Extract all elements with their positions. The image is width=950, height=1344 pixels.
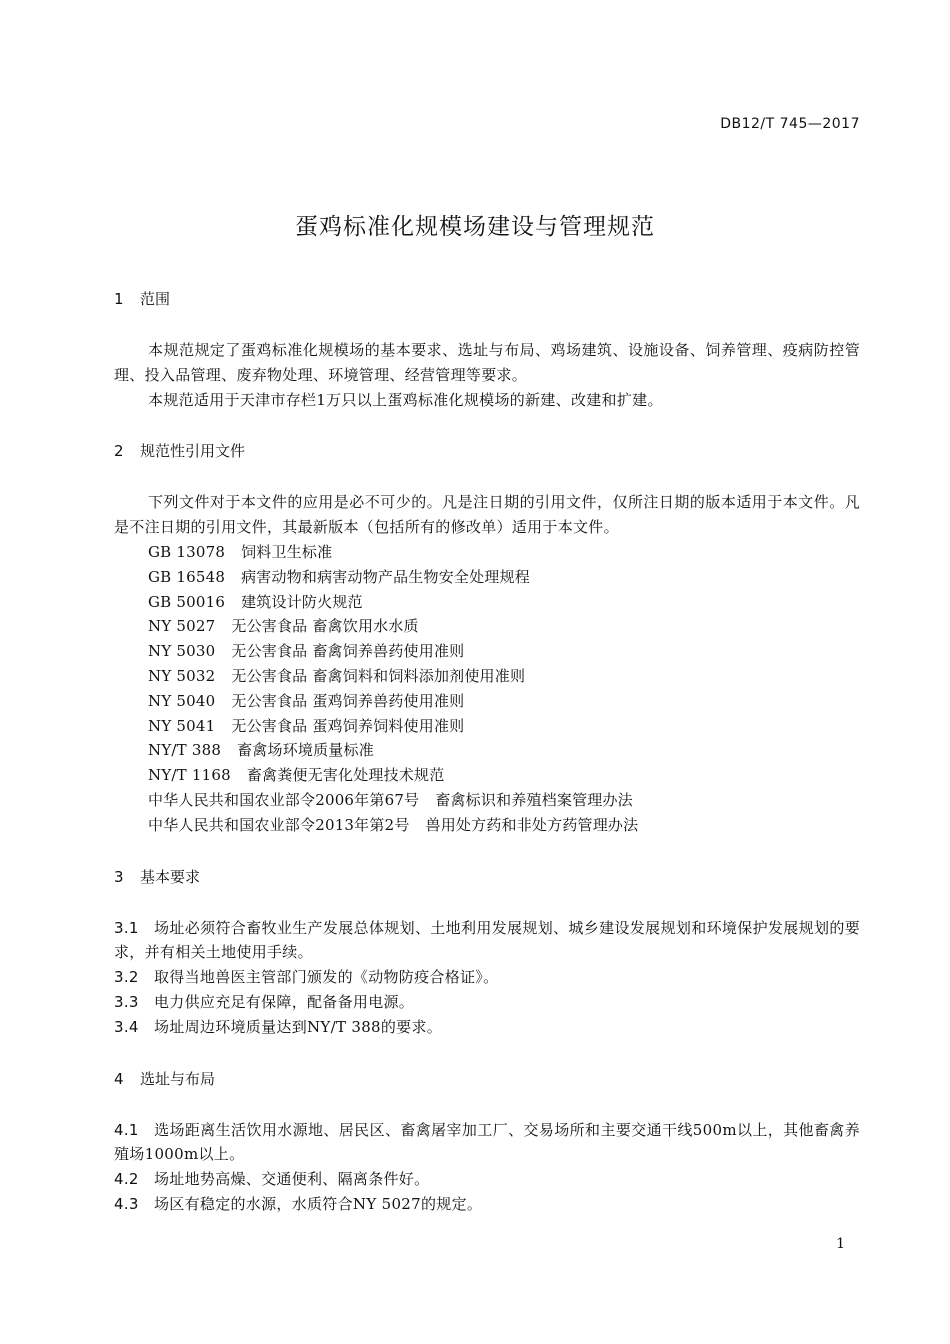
clause [114, 916, 860, 966]
reference-code: 中华人民共和国农业部令2013年第2号 [148, 815, 410, 834]
clause-text: 场址必须符合畜牧业生产发展总体规划、土地利用发展规划、城乡建设发展规划和环境保护发展规划的要求，并有相关土地使用手续。 [114, 918, 860, 962]
reference-title: 畜禽粪便无害化处理技术规范 [246, 766, 445, 785]
reference-code: NY 5027 [148, 617, 216, 636]
reference-code: NY 5040 [148, 691, 216, 710]
clause [114, 1192, 860, 1217]
clause-text: 场址周边环境质量达到NY/T 388的要求。 [154, 1017, 443, 1036]
reference-item [114, 590, 860, 615]
section-basic-requirements [114, 865, 860, 1040]
section-site-selection [114, 1067, 860, 1217]
reference-title: 饲料卫生标准 [241, 542, 333, 561]
reference-title: 病害动物和病害动物产品生物安全处理规程 [241, 567, 530, 586]
reference-title: 兽用处方药和非处方药管理办法 [425, 815, 639, 834]
section-heading [114, 439, 860, 463]
reference-item [114, 763, 860, 788]
clause-number: 4.2 [114, 1170, 139, 1189]
clause-text: 取得当地兽医主管部门颁发的《动物防疫合格证》。 [154, 968, 499, 987]
reference-title: 无公害食品 蛋鸡饲养兽药使用准则 [231, 691, 465, 710]
reference-item [114, 565, 860, 590]
clause-number: 3.4 [114, 1017, 139, 1036]
clause-number: 4.1 [114, 1120, 139, 1139]
reference-title: 畜禽场环境质量标准 [237, 741, 374, 760]
page-number: 1 [836, 1236, 845, 1252]
section-number: 2 [114, 442, 124, 461]
section-number: 3 [114, 867, 124, 886]
clause [114, 1167, 860, 1192]
reference-code: NY 5041 [148, 716, 216, 735]
section-scope [114, 287, 860, 412]
reference-code: NY 5032 [148, 666, 216, 685]
reference-item [114, 689, 860, 714]
reference-code: GB 16548 [148, 567, 226, 586]
reference-item [114, 540, 860, 565]
reference-code: GB 13078 [148, 542, 226, 561]
reference-title: 无公害食品 蛋鸡饲养饲料使用准则 [231, 716, 465, 735]
standard-number: DB12/T 745—2017 [720, 116, 860, 132]
reference-item [114, 738, 860, 763]
reference-title: 无公害食品 畜禽饲养兽药使用准则 [231, 642, 465, 661]
reference-item [114, 813, 860, 838]
reference-item [114, 788, 860, 813]
reference-title: 无公害食品 畜禽饮用水水质 [231, 617, 419, 636]
section-title: 范围 [140, 290, 171, 308]
clause-number: 4.3 [114, 1194, 139, 1213]
section-number: 4 [114, 1069, 124, 1088]
reference-item [114, 714, 860, 739]
section-heading [114, 1067, 860, 1091]
clause-text: 场区有稳定的水源，水质符合NY 5027的规定。 [154, 1194, 483, 1213]
section-title: 规范性引用文件 [140, 442, 246, 461]
section-heading [114, 287, 860, 311]
clause [114, 990, 860, 1015]
reference-code: NY 5030 [148, 642, 216, 661]
clause [114, 965, 860, 990]
paragraph: 下列文件对于本文件的应用是必不可少的。凡是注日期的引用文件，仅所注日期的版本适用于本文件。凡是不注日期的引用文件，其最新版本（包括所有的修改单）适用于本文件。 [114, 493, 860, 537]
reference-title: 无公害食品 畜禽饲料和饲料添加剂使用准则 [231, 666, 526, 685]
section-title: 选址与布局 [140, 1069, 216, 1088]
reference-title: 建筑设计防火规范 [241, 592, 363, 611]
reference-code: NY/T 1168 [148, 766, 231, 785]
reference-item [114, 639, 860, 664]
clause-text: 场址地势高燥、交通便利、隔离条件好。 [154, 1170, 430, 1189]
clause-number: 3.3 [114, 992, 139, 1011]
clause [114, 1118, 860, 1168]
document-body [114, 287, 860, 1217]
reference-item [114, 664, 860, 689]
clause-text: 选场距离生活饮用水源地、居民区、畜禽屠宰加工厂、交易场所和主要交通干线500m以上，其他畜禽养殖场1000m以上。 [114, 1120, 860, 1164]
section-normative-references [114, 439, 860, 837]
reference-code: GB 50016 [148, 592, 226, 611]
clause-number: 3.2 [114, 968, 139, 987]
section-heading [114, 865, 860, 889]
document-title: 蛋鸡标准化规模场建设与管理规范 [295, 214, 655, 240]
paragraph: 本规范适用于天津市存栏1万只以上蛋鸡标准化规模场的新建、改建和扩建。 [148, 390, 663, 409]
reference-code: NY/T 388 [148, 741, 222, 760]
clause-number: 3.1 [114, 918, 139, 937]
reference-title: 畜禽标识和养殖档案管理办法 [435, 790, 633, 809]
section-number: 1 [114, 290, 124, 308]
paragraph: 本规范规定了蛋鸡标准化规模场的基本要求、选址与布局、鸡场建筑、设施设备、饲养管理、疫病防控管理、投入品管理、废弃物处理、环境管理、经营管理等要求。 [114, 341, 860, 384]
reference-code: 中华人民共和国农业部令2006年第67号 [148, 790, 420, 809]
section-title: 基本要求 [140, 867, 201, 886]
clause-text: 电力供应充足有保障，配备备用电源。 [154, 992, 415, 1011]
reference-item [114, 614, 860, 639]
clause [114, 1015, 860, 1040]
